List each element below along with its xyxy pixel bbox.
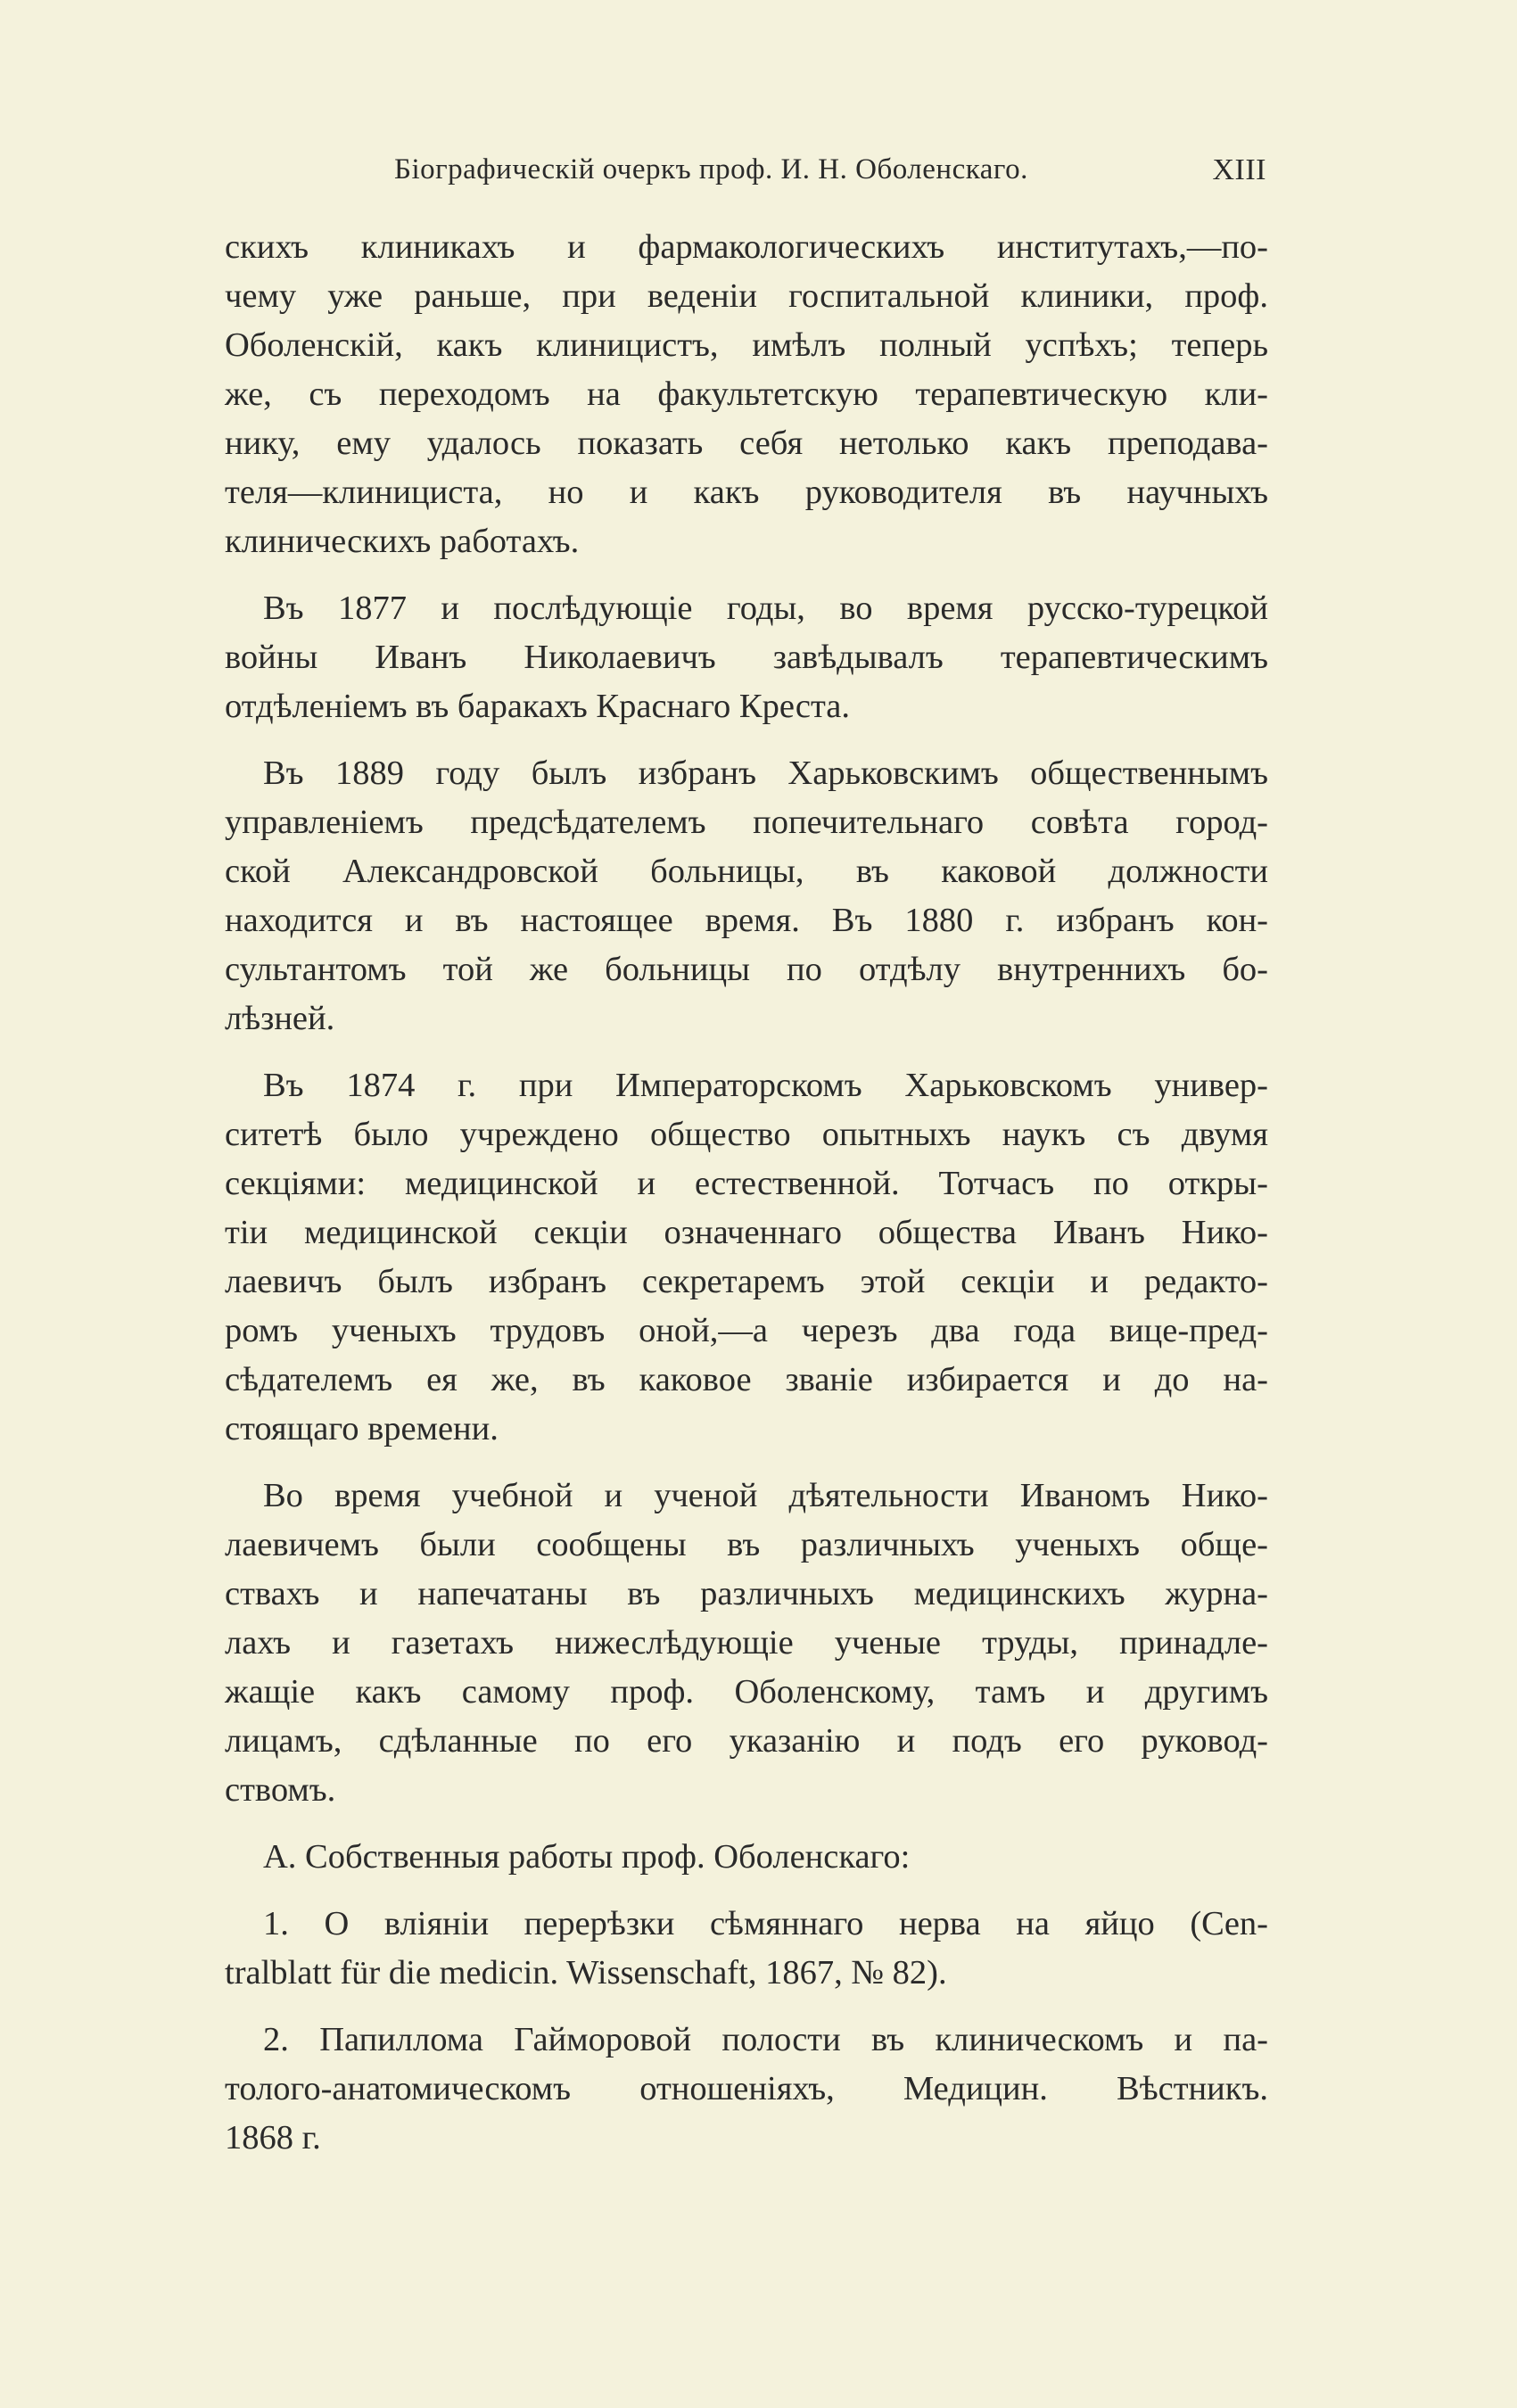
text-line: находится и въ настоящее время. Въ 1880 г. избранъ кон- — [225, 902, 1268, 939]
text-line: лицамъ, сдѣланные по его указанію и подъ его руковод- — [225, 1722, 1268, 1760]
paragraph — [225, 2016, 1268, 2163]
text-line: сѣдателемъ ея же, въ каковое званіе избирается и до на- — [225, 1361, 1268, 1398]
text-line: тіи медицинской секціи означеннаго общества Иванъ Нико- — [225, 1214, 1268, 1251]
text-line: сультантомъ той же больницы по отдѣлу внутреннихъ бо- — [225, 951, 1268, 988]
text-line: ствахъ и напечатаны въ различныхъ медицинскихъ журна- — [225, 1575, 1268, 1612]
paragraph — [225, 584, 1268, 731]
text-line: А. Собственныя работы проф. Оболенскаго: — [263, 1838, 911, 1876]
text-line: Въ 1877 и послѣдующіе годы, во время русско-турецкой — [263, 590, 1268, 627]
text-line: чему уже раньше, при веденіи госпитальной клиники, проф. — [225, 277, 1268, 315]
text-line: стоящаго времени. — [225, 1410, 499, 1447]
body-text — [225, 223, 1268, 2181]
text-line: ской Александровской больницы, въ каковой должности — [225, 853, 1268, 890]
text-line: отдѣленіемъ въ баракахъ Краснаго Креста. — [225, 688, 851, 725]
text-line: ситетѣ было учреждено общество опытныхъ наукъ съ двумя — [225, 1116, 1268, 1153]
paragraph — [225, 1472, 1268, 1815]
text-line: ствомъ. — [225, 1771, 336, 1809]
text-line: лаевичъ былъ избранъ секретаремъ этой секціи и редакто- — [225, 1263, 1268, 1300]
text-line: Въ 1874 г. при Императорскомъ Харьковскомъ универ- — [263, 1067, 1268, 1104]
text-line: Оболенскій, какъ клиницистъ, имѣлъ полный успѣхъ; теперь — [225, 326, 1268, 364]
text-line: tralblatt für die medicin. Wissenschaft, 1867, № 82). — [225, 1954, 947, 1992]
text-line: же, съ переходомъ на факультетскую терапевтическую кли- — [225, 375, 1268, 413]
text-line: скихъ клиникахъ и фармакологическихъ институтахъ,—по- — [225, 228, 1268, 266]
text-line: нику, ему удалось показать себя нетолько какъ преподава- — [225, 425, 1268, 462]
paragraph — [225, 1833, 1268, 1882]
text-line: жащіе какъ самому проф. Оболенскому, тамъ и другимъ — [225, 1673, 1268, 1711]
text-line: 1. О вліяніи перерѣзки сѣмяннаго нерва на яйцо (Cen- — [263, 1905, 1268, 1942]
text-line: войны Иванъ Николаевичъ завѣдывалъ терапевтическимъ — [225, 639, 1268, 676]
text-line: лѣзней. — [225, 1000, 335, 1037]
text-line: клиническихъ работахъ. — [225, 523, 580, 560]
text-line: Во время учебной и ученой дѣятельности Иваномъ Нико- — [263, 1477, 1268, 1514]
text-line: толого-анатомическомъ отношеніяхъ, Медицин. Вѣстникъ. — [225, 2070, 1268, 2107]
page-number: XIII — [1212, 153, 1266, 186]
text-line: 1868 г. — [225, 2119, 321, 2156]
paragraph — [225, 749, 1268, 1043]
running-header — [223, 153, 1266, 198]
text-line: лаевичемъ были сообщены въ различныхъ ученыхъ обще- — [225, 1526, 1268, 1563]
text-line: Въ 1889 году былъ избранъ Харьковскимъ общественнымъ — [263, 755, 1268, 792]
text-line: управленіемъ предсѣдателемъ попечительнаго совѣта город- — [225, 804, 1268, 841]
paragraph — [225, 223, 1268, 566]
paragraph — [225, 1900, 1268, 1998]
text-line: секціями: медицинской и естественной. Тотчасъ по откры- — [225, 1165, 1268, 1202]
text-line: 2. Папиллома Гаймоpовой полости въ клиническомъ и па- — [263, 2021, 1268, 2058]
paragraph — [225, 1061, 1268, 1454]
running-title: Біографическій очеркъ проф. И. Н. Оболенскаго. — [394, 153, 1028, 186]
text-line: лахъ и газетахъ нижеслѣдующіе ученые труды, принадле- — [225, 1624, 1268, 1662]
text-line: ромъ ученыхъ трудовъ оной,—а черезъ два года вице-пред- — [225, 1312, 1268, 1349]
text-line: теля—клинициста, но и какъ руководителя въ научныхъ — [225, 474, 1268, 511]
